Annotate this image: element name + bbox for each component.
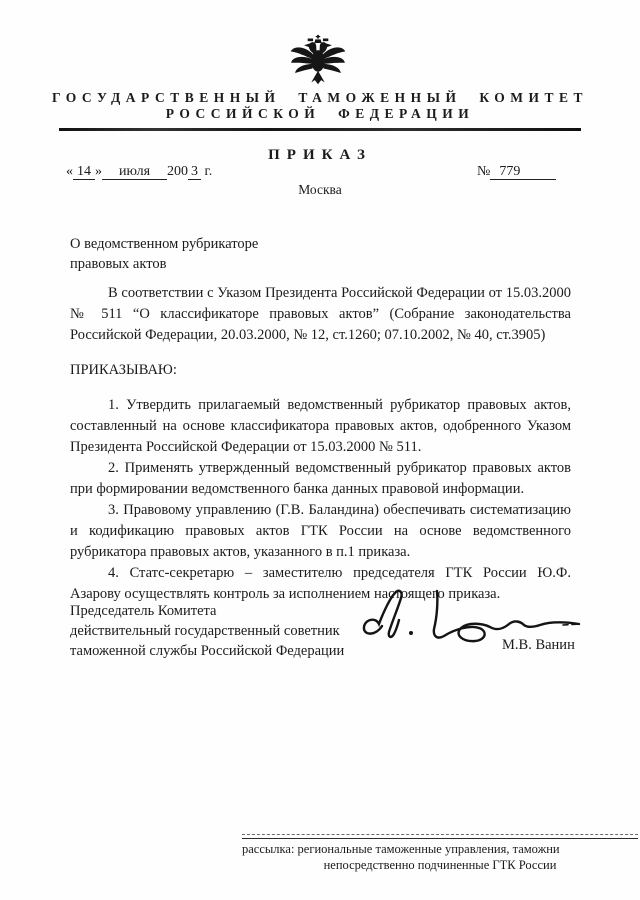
city-label: Москва [298,182,342,197]
distribution-note [242,838,638,873]
subject-line1: О ведомственном рубрикаторе [70,236,259,252]
header-rule [59,128,581,131]
date-year-digit: 3 [188,164,201,180]
date-line [66,164,212,180]
doc-type-title: ПРИКАЗ [268,147,372,163]
org-name [0,90,640,122]
order-item-1: 1. Утвердить прилагаемый ведомственный рубрикатор правовых актов, составленный на основе классификатора правовых актов, одобренного Указом Президента Российской Федерации от 15.03.2000 № 511. [70,397,571,455]
preamble-paragraph: В соответствии с Указом Президента Российской Федерации от 15.03.2000 № 511 “О классификаторе правовых актов” (Собрание законодательства Российской Федерации, 20.03.2000, № 12, ст.1260; 07.10.2002, № 40, ст.3905) [70,285,571,343]
date-day: 14 [73,164,95,180]
date-suffix: г. [204,164,213,179]
distribution-line1: рассылка: региональные таможенные управления, таможни [242,842,560,856]
date-open-quote: « [66,164,73,179]
signer-title [70,601,344,661]
order-item-2: 2. Применять утвержденный ведомственный рубрикатор правовых актов при формировании ведомственного банка данных правовой информации. [70,460,571,497]
signer-title-line3: таможенной службы Российской Федерации [70,643,345,659]
signer-name: М.В. Ванин [502,637,575,653]
order-number [477,164,556,180]
subject-line2: правовых актов [70,256,167,272]
number-value: 779 [490,164,556,180]
subject [70,234,258,274]
order-item-4: 4. Статс-секретарю – заместителю председателя ГТК России Ю.Ф. Азарову осуществлять контроль за исполнением настоящего приказа. [70,565,571,602]
org-name-line1: ГОСУДАРСТВЕННЫЙ ТАМОЖЕННЫЙ КОМИТЕТ [51,90,589,105]
number-label: № [477,164,491,179]
signer-title-line1: Председатель Комитета [70,603,217,619]
date-year-printed: 200 [167,164,189,179]
order-verb: ПРИКАЗЫВАЮ: [70,362,177,378]
date-month: июля [102,164,167,180]
distribution-note-rule [242,838,638,839]
org-name-line2: РОССИЙСКОЙ ФЕДЕРАЦИИ [165,106,475,121]
signer-title-line2: действительный государственный советник [70,623,340,639]
date-close-quote: » [95,164,102,179]
order-item-3: 3. Правовому управлению (Г.В. Баландина) обеспечивать систематизацию и кодификацию правовых актов ГТК России на основе ведомственного рубрикатора правовых актов, указанного в п.1 приказа. [70,502,571,560]
double-headed-eagle-emblem-icon [289,34,347,86]
distribution-line2: непосредственно подчиненные ГТК России [323,858,557,872]
order-body [70,283,571,605]
